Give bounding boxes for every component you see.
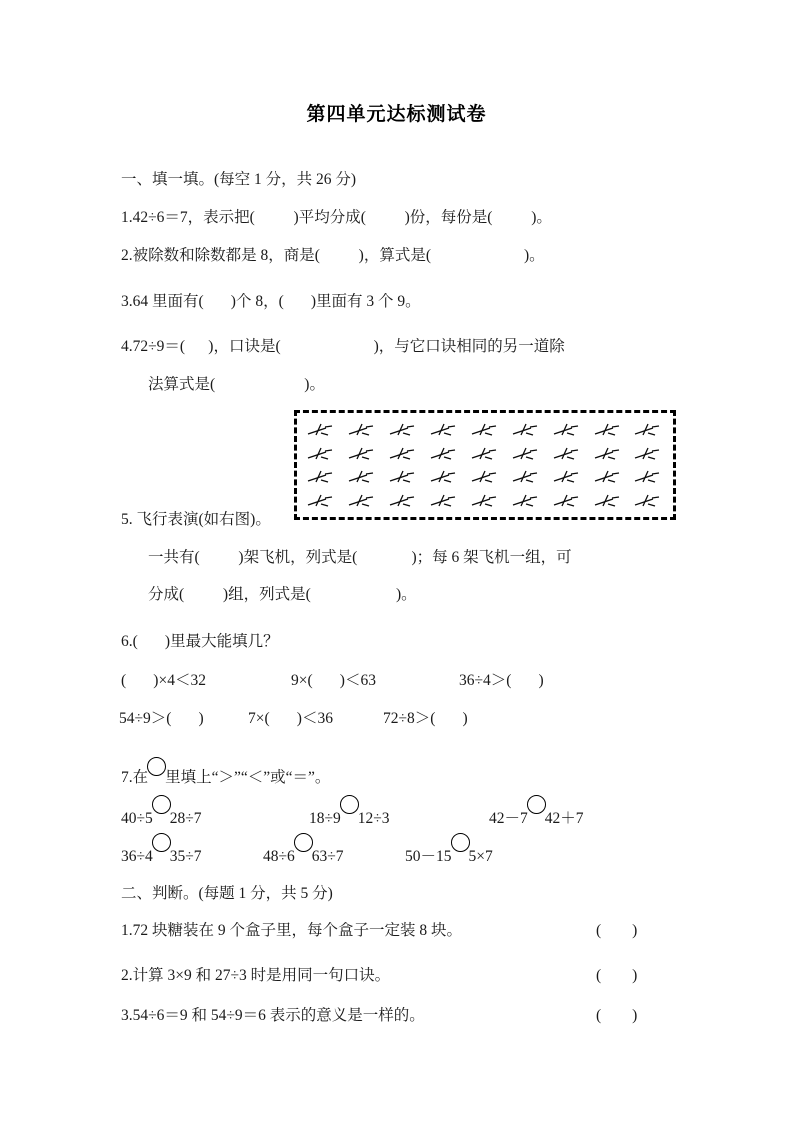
fill-question-4-line-2: 法算式是( )。	[148, 376, 325, 393]
expr-right: 12÷3	[357, 810, 390, 827]
q7-row1-item2	[309, 795, 390, 829]
airplane-icon	[593, 420, 623, 440]
airplane-icon	[511, 467, 541, 487]
airplane-icon	[633, 491, 663, 511]
fill-question-6-prompt: 6.( )里最大能填几？	[121, 633, 279, 650]
compare-circle-blank[interactable]	[451, 833, 470, 852]
airplane-icon	[511, 444, 541, 464]
q7-prompt-suffix: 里填上“＞”“＜”或“＝”。	[165, 769, 331, 786]
expr-left: 40÷5	[121, 810, 153, 827]
fill-question-5-line-3: 分成( )组，列式是( )。	[148, 586, 417, 603]
airplane-icon	[470, 420, 500, 440]
expr-left: 50－15	[405, 848, 452, 865]
airplane-icon	[429, 444, 459, 464]
airplane-icon	[347, 491, 377, 511]
expr-right: 5×7	[468, 848, 493, 865]
q7-row2-item1	[121, 833, 202, 867]
expr-right: 35÷7	[169, 848, 202, 865]
expr-left: 36÷4	[121, 848, 153, 865]
airplane-icon	[470, 444, 500, 464]
section-1-heading: 一、填一填。(每空 1 分，共 26 分)	[121, 171, 357, 188]
airplane-icon	[429, 467, 459, 487]
q7-prompt-prefix: 7.在	[121, 769, 149, 786]
judge-question-3: 3.54÷6＝9 和 54÷9＝6 表示的意义是一样的。	[121, 1007, 425, 1024]
expr-right: 63÷7	[311, 848, 344, 865]
compare-circle-blank[interactable]	[340, 795, 359, 814]
expr-left: 18÷9	[309, 810, 341, 827]
q6-row1-item3: 36÷4＞( )	[459, 672, 544, 689]
judge-answer-1[interactable]: ( )	[596, 922, 638, 939]
airplane-icon	[388, 420, 418, 440]
airplane-icon	[633, 444, 663, 464]
q7-row2-item2	[263, 833, 344, 867]
compare-circle-blank[interactable]	[152, 795, 171, 814]
airplane-icon	[593, 491, 623, 511]
expr-left: 48÷6	[263, 848, 295, 865]
airplane-icon	[511, 420, 541, 440]
airplane-icon	[552, 444, 582, 464]
judge-question-2: 2.计算 3×9 和 27÷3 时是用同一句口诀。	[121, 967, 391, 984]
q6-row1-item2: 9×( )＜63	[291, 672, 376, 689]
plane-row	[301, 442, 669, 466]
airplane-icon	[593, 444, 623, 464]
q6-row2-item2: 7×( )＜36	[248, 710, 333, 727]
q7-row1-item3	[489, 795, 584, 829]
q6-row2-item1: 54÷9＞( )	[119, 710, 204, 727]
judge-answer-3[interactable]: ( )	[596, 1007, 638, 1024]
expr-right: 28÷7	[169, 810, 202, 827]
plane-row	[301, 418, 669, 442]
fill-question-5-line-2: 一共有( )架飞机，列式是( )；每 6 架飞机一组，可	[148, 549, 572, 566]
fill-question-1: 1.42÷6＝7，表示把( )平均分成( )份，每份是( )。	[121, 209, 552, 226]
expr-left: 42－7	[489, 810, 528, 827]
page-title: 第四单元达标测试卷	[306, 103, 487, 125]
q6-row1-item1: ( )×4＜32	[121, 672, 206, 689]
airplane-icon	[593, 467, 623, 487]
airplane-icon	[552, 467, 582, 487]
plane-row	[301, 466, 669, 490]
fill-question-3: 3.64 里面有( )个 8，( )里面有 3 个 9。	[121, 293, 421, 310]
judge-answer-2[interactable]: ( )	[596, 967, 638, 984]
compare-circle-blank[interactable]	[294, 833, 313, 852]
airplane-icon	[388, 444, 418, 464]
q7-row1-item1	[121, 795, 202, 829]
fill-question-5-line-1: 5. 飞行表演(如右图)。	[121, 511, 271, 528]
airplane-icon	[552, 420, 582, 440]
airplane-icon	[347, 467, 377, 487]
airplane-icon	[347, 444, 377, 464]
airplane-icon	[306, 491, 336, 511]
compare-circle-blank[interactable]	[527, 795, 546, 814]
airplane-icon	[552, 491, 582, 511]
airplane-icon	[306, 420, 336, 440]
airplane-icon	[511, 491, 541, 511]
fill-question-2: 2.被除数和除数都是 8，商是( )，算式是( )。	[121, 247, 545, 264]
fill-question-4-line-1: 4.72÷9＝( )，口诀是( )，与它口诀相同的另一道除	[121, 338, 565, 355]
airplane-icon	[429, 491, 459, 511]
airplane-icon	[306, 444, 336, 464]
airplane-icon	[429, 420, 459, 440]
airplane-icon	[388, 491, 418, 511]
airplane-icon	[347, 420, 377, 440]
airplane-icon	[633, 467, 663, 487]
compare-circle-blank[interactable]	[147, 757, 166, 776]
section-2-heading: 二、判断。(每题 1 分，共 5 分)	[121, 885, 333, 902]
airplane-icon	[306, 467, 336, 487]
airplane-icon	[633, 420, 663, 440]
plane-rows	[301, 418, 669, 513]
plane-row	[301, 489, 669, 513]
q7-row2-item3	[405, 833, 493, 867]
airplane-icon	[470, 467, 500, 487]
flight-formation-figure	[294, 410, 676, 520]
expr-right: 42＋7	[544, 810, 584, 827]
airplane-icon	[470, 491, 500, 511]
airplane-icon	[388, 467, 418, 487]
q6-row2-item3: 72÷8＞( )	[383, 710, 468, 727]
judge-question-1: 1.72 块糖装在 9 个盒子里，每个盒子一定装 8 块。	[121, 922, 463, 939]
fill-question-7-prompt	[121, 757, 330, 788]
compare-circle-blank[interactable]	[152, 833, 171, 852]
